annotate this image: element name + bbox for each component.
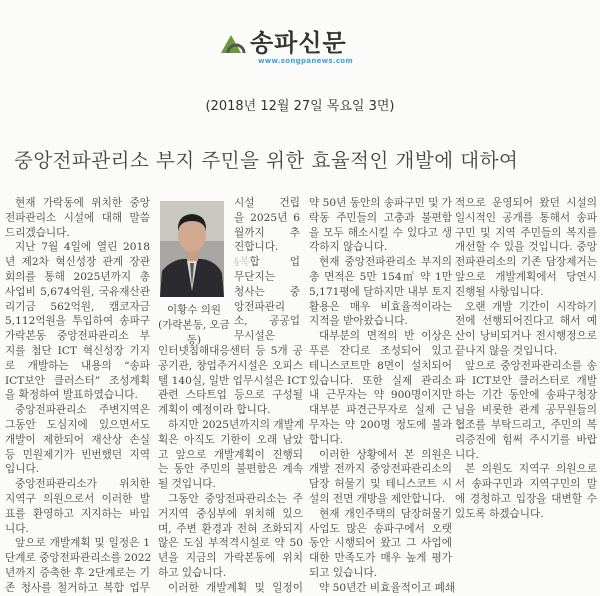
article-line: 전파관리소의 기존 담장제거는 bbox=[455, 256, 597, 269]
article-line: 담장 허물기 및 테니스코트 시 bbox=[309, 478, 452, 491]
article-line: 않은 도심 부적격시설로 약 50 bbox=[158, 537, 303, 550]
article-line: 있습니다. 또한 실제 관리소 bbox=[309, 374, 452, 387]
article-line: 현재 개인주택의 담장허물기 bbox=[319, 507, 452, 520]
article-line: 하지만 2025년까지의 개발계 bbox=[168, 418, 305, 431]
article-line: 전에 선행되어진다고 해서 예 bbox=[455, 315, 597, 328]
article-line: 리기금 562억원, 캠코자금 bbox=[5, 300, 150, 313]
article-line: 앞으로 중앙전파관리소를 송 bbox=[465, 359, 597, 372]
article-line: 리증진에 힘써 주시기를 바랍 bbox=[455, 433, 597, 446]
article-line: 지난 7월 4일에 열린 2018 bbox=[15, 241, 150, 254]
article-line: 앞으로 개발계획에서 당연시 bbox=[455, 270, 597, 283]
article-line: 중앙전파관리소 주변지역은 bbox=[15, 404, 150, 417]
article-line: 동안 시행되어 왔고 그 사업에 bbox=[309, 537, 452, 550]
article-line: 년을 지금의 가락본동에 위치 bbox=[158, 552, 303, 565]
article-line: 끝나지 않을 것입니다. bbox=[455, 344, 558, 357]
article-line: 고 앞으로 개발계획이 진행되 bbox=[158, 448, 303, 461]
article-line: 약 50년간 비효율적이고 폐쇄 bbox=[319, 581, 456, 594]
article-line: 구민 및 지역 주민들의 복지를 bbox=[455, 226, 597, 239]
article-column-3 bbox=[309, 196, 456, 596]
article-line: 내 근무자는 약 900명이지만 bbox=[309, 389, 452, 402]
article-line: 시설 건립 bbox=[234, 197, 300, 209]
article-line: 텔 140실, 일반 업무시설은 ICT bbox=[158, 374, 307, 387]
article-line: §복합 업 bbox=[234, 256, 300, 269]
article-column-4 bbox=[455, 196, 597, 522]
article-line: 하는 기간 동안에 송파구청장 bbox=[455, 389, 597, 402]
councilor-photo bbox=[160, 201, 224, 297]
article-line: 설의 전면 개방을 제안합니다. bbox=[309, 492, 446, 505]
article-line: 관련 스타트업 등으로 구성될 bbox=[158, 389, 303, 402]
article-line: 년 제2차 혁신성장 관계 장관 bbox=[5, 256, 150, 269]
article-line: 회의를 통해 2025년까지 총 bbox=[5, 270, 150, 283]
article-line: 있도록 하겠습니다. bbox=[455, 507, 544, 520]
article-line: 락동 주민들의 고충과 불편함 bbox=[309, 211, 452, 224]
article-line: 적으로 운영되어 왔던 시설의 bbox=[455, 197, 597, 209]
article-line: 드리겠습니다. bbox=[5, 226, 70, 239]
article-line: 푸른 잔디로 조성되어 있고 bbox=[309, 344, 452, 357]
article-line: 무단지는 bbox=[234, 270, 275, 283]
article-line: ICT보안 클러스터” 조성계획 bbox=[5, 374, 150, 387]
article-line: 단계로 중앙전파관리소를 2022 bbox=[5, 552, 152, 565]
article-line: 전파관리소 시설에 대해 말씀 bbox=[5, 211, 150, 224]
newspaper-name: 송파신문 bbox=[250, 29, 347, 57]
article-line: 파 ICT보안 클러스터로 개발 bbox=[455, 374, 597, 387]
article-line: 서 송파구민과 지역구민의 말 bbox=[455, 478, 597, 491]
article-line: 그동안 중앙전파관리소는 주 bbox=[168, 492, 303, 505]
article-line: 가락본동 중앙전파관리소 부 bbox=[5, 330, 150, 343]
article-line: 약 50년 동안의 송파구민 및 가 bbox=[309, 197, 452, 209]
article-line: 에 경청하고 입장을 대변할 수 bbox=[455, 492, 597, 505]
article-line: 입니다. bbox=[5, 463, 40, 476]
article-line: 테니스코트만 8면이 설치되어 bbox=[309, 359, 452, 372]
article-headline: 중앙전파관리소 부지 주민을 위한 효율적인 개발에 대하여 bbox=[14, 149, 519, 172]
article-line: 며, 주변 환경과 전혀 조화되지 bbox=[158, 522, 303, 535]
article-line: 공기관, 창업주거시설은 오피스 bbox=[158, 359, 303, 372]
article-line: 니다. bbox=[5, 522, 29, 535]
article-line: 활용은 매우 비효율적이라는 bbox=[309, 300, 452, 313]
article-line: 오랜 개발 기간이 시작하기 bbox=[465, 300, 597, 313]
article-line: 무시설은 bbox=[234, 330, 275, 343]
article-line: 앞으로 개발계획 및 일정은 1 bbox=[15, 537, 150, 550]
article-line: 진행될 사항입니다. bbox=[455, 285, 544, 298]
article-line: 을 확정하여 발표하였습니다. bbox=[5, 389, 138, 402]
article-line: 대한 만족도가 매우 높게 평가 bbox=[309, 552, 452, 565]
newspaper-logo bbox=[220, 28, 380, 70]
article-line: 총 면적은 5만 154㎡ 약 1만 bbox=[309, 270, 452, 283]
newspaper-url: www.songpanews.com bbox=[258, 57, 353, 65]
article-line: 는 동안 주민의 불편함은 계속 bbox=[158, 463, 303, 476]
caption-district: (가락본동, 오금동) bbox=[158, 319, 230, 346]
article-line: 5,112억원을 투입하여 송파구 bbox=[5, 315, 150, 328]
article-line: 존 청사를 철거하고 복합 업무 bbox=[5, 581, 150, 594]
article-line: 님을 비롯한 관계 공무원들의 bbox=[455, 404, 597, 417]
article-line: 소, 공공업 bbox=[234, 315, 300, 328]
article-line: 이러한 상황에서 본 의원은 bbox=[319, 448, 452, 461]
article-line: 사업비 5,674억원, 국유재산관 bbox=[5, 285, 150, 298]
article-line: 협조를 부탁드리고, 주민의 복 bbox=[455, 418, 597, 431]
article-line: 대부분의 면적의 반 이상은 bbox=[319, 330, 452, 343]
article-line: 되고 있습니다. bbox=[309, 566, 378, 579]
article-column-2-beside-photo bbox=[234, 196, 300, 344]
article-line: 무자는 약 200명 정도에 불과 bbox=[309, 418, 452, 431]
article-line: 지적을 받아왔습니다. bbox=[309, 315, 408, 328]
article-line: 획은 아직도 기한이 오래 남았 bbox=[158, 433, 303, 446]
article-line: 현재 중앙전파관리소 부지의 bbox=[319, 256, 452, 269]
article-line: 그동안 도심지에 있으면서도 bbox=[5, 418, 150, 431]
article-line: 될 것입니다. bbox=[158, 478, 216, 491]
portrait-image bbox=[160, 201, 224, 297]
article-line: 본 의원도 지역구 의원으로 bbox=[465, 463, 597, 476]
article-line: 대부분 파견근무자로 실제 근 bbox=[309, 404, 452, 417]
article-line: 중앙전파관리소가 위치한 bbox=[15, 478, 150, 491]
mountain-logo-icon bbox=[220, 32, 246, 54]
article-line: 하고 있습니다. bbox=[158, 566, 227, 579]
article-line: 지를 첨단 ICT 혁신성장 기지 bbox=[5, 344, 150, 357]
article-column-1 bbox=[5, 196, 150, 596]
article-line: 년까지 증축한 후 2단계로는 기 bbox=[5, 566, 150, 579]
article-line: 각하지 않습니다. bbox=[309, 241, 388, 254]
article-line: 앙전파관리 bbox=[234, 300, 286, 313]
article-line: 청사는 중 bbox=[234, 285, 300, 298]
article-line: 을 모두 해소시킬 수 있다고 생 bbox=[309, 226, 452, 239]
article-line: 거지역 중심부에 위치해 있으 bbox=[158, 507, 303, 520]
photo-caption bbox=[155, 303, 233, 348]
article-line: 월까지 추 bbox=[234, 226, 300, 239]
article-line: 합니다. bbox=[309, 433, 344, 446]
article-line: 을 2025년 6 bbox=[234, 211, 300, 224]
article-line: 개발 전까지 중앙전파관리소의 bbox=[309, 463, 452, 476]
article-line: 지역구 의원으로서 이러한 발 bbox=[5, 492, 150, 505]
article-line: 진합니다. bbox=[234, 241, 279, 254]
article-line: 이러한 개발계획 및 일정이 bbox=[168, 581, 303, 594]
article-line: 산이 낭비되거나 전시행정으로 bbox=[455, 330, 597, 343]
article-line: 로 개발하는 내용의 “송파 bbox=[5, 359, 150, 372]
publication-date: (2018년 12월 27일 목요일 3면) bbox=[205, 99, 395, 114]
caption-name: 이황수 의원 bbox=[166, 304, 222, 316]
article-line: 사업도 많은 송파구에서 오랫 bbox=[309, 522, 452, 535]
article-line: 표를 환영하고 지지하는 바입 bbox=[5, 507, 150, 520]
article-line: 계획이 예정이라 합니다. bbox=[158, 404, 271, 417]
article-line: 등 민원제기가 빈번했던 지역 bbox=[5, 448, 150, 461]
article-line: 개선할 수 있을 것입니다. 중앙 bbox=[455, 241, 597, 254]
article-line: 니다. bbox=[455, 448, 479, 461]
article-line: 개발이 제한되어 재산상 손실 bbox=[5, 433, 150, 446]
article-line: 인터넷침해대응센터 등 5개 공 bbox=[158, 345, 303, 357]
article-column-2 bbox=[158, 344, 307, 596]
article-line: 5,171평에 달하지만 내부 토지 bbox=[309, 285, 452, 298]
article-line: 일시적인 공개를 통해서 송파 bbox=[455, 211, 597, 224]
article-line: 현재 가락동에 위치한 중앙 bbox=[15, 197, 150, 209]
